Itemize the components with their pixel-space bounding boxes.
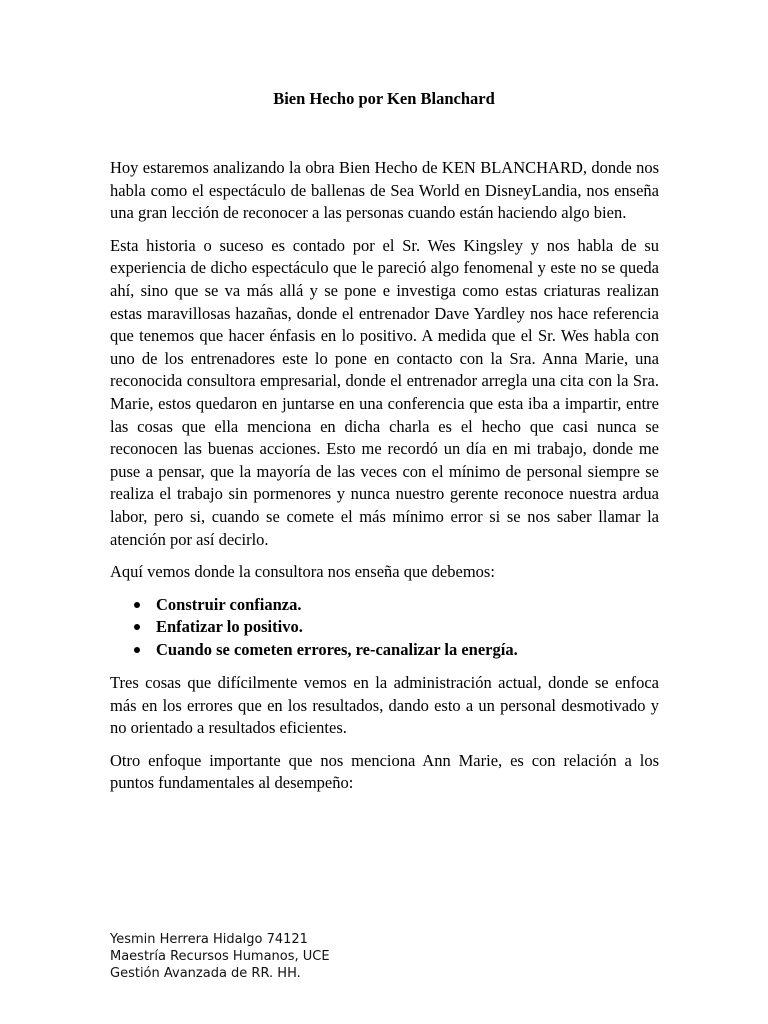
page-footer [110,931,330,982]
bullet-item: Enfatizar lo positivo. [156,616,659,638]
footer-course: Gestión Avanzada de RR. HH. [110,966,301,981]
document-body [110,157,659,805]
document-title: Bien Hecho por Ken Blanchard [273,89,495,108]
paragraph-lead-in: Aquí vemos donde la consultora nos enseña que debemos: [110,562,495,582]
bullet-item: Cuando se cometen errores, re-canalizar la energía. [156,639,659,661]
paragraph-fundamentals: Otro enfoque importante que nos menciona Ann Marie, es con relación a los puntos fundamentales al desempeño: [110,750,659,793]
paragraph-analysis: Tres cosas que difícilmente vemos en la administración actual, donde se enfoca más en los errores que en los resultados, dando esto a un personal desmotivado y no orientado a resultados eficientes. [110,672,659,738]
footer-author: Yesmin Herrera Hidalgo 74121 [110,932,308,947]
paragraph-story: Esta historia o suceso es contado por el Sr. Wes Kingsley y nos habla de su experiencia de dicho espectáculo que le pareció algo fenomenal y este no se queda ahí, sino que se va más allá y se pone e investiga como estas criaturas realizan estas maravillosas hazañas, donde el entrenador Dave Yardley nos hace referencia que tenemos que hacer énfasis en lo positivo. A medida que el Sr. Wes habla con uno de los entrenadores este lo pone en contacto con la Sra. Anna Marie, una reconocida consultora empresarial, donde el entrenador arregla una cita con la Sra. Marie, estos quedaron en juntarse en una conferencia que esta iba a impartir, entre las cosas que ella menciona en dicha charla es el hecho que casi nunca se reconocen las buenas acciones. Esto me recordó un día en mi trabajo, donde me puse a pensar, que la mayoría de las veces con el mínimo de personal siempre se realiza el trabajo sin pormenores y nunca nuestro gerente reconoce nuestra ardua labor, pero si, cuando se comete el más mínimo error si se nos saber llamar la atención por así decirlo. [110,235,659,549]
bullet-item: Construir confianza. [156,594,659,616]
footer-program: Maestría Recursos Humanos, UCE [110,949,330,964]
bullet-list [110,594,659,661]
paragraph-intro: Hoy estaremos analizando la obra Bien Hecho de KEN BLANCHARD, donde nos habla como el espectáculo de ballenas de Sea World en DisneyLandia, nos enseña una gran lección de reconocer a las personas cuando están haciendo algo bien. [110,158,659,223]
